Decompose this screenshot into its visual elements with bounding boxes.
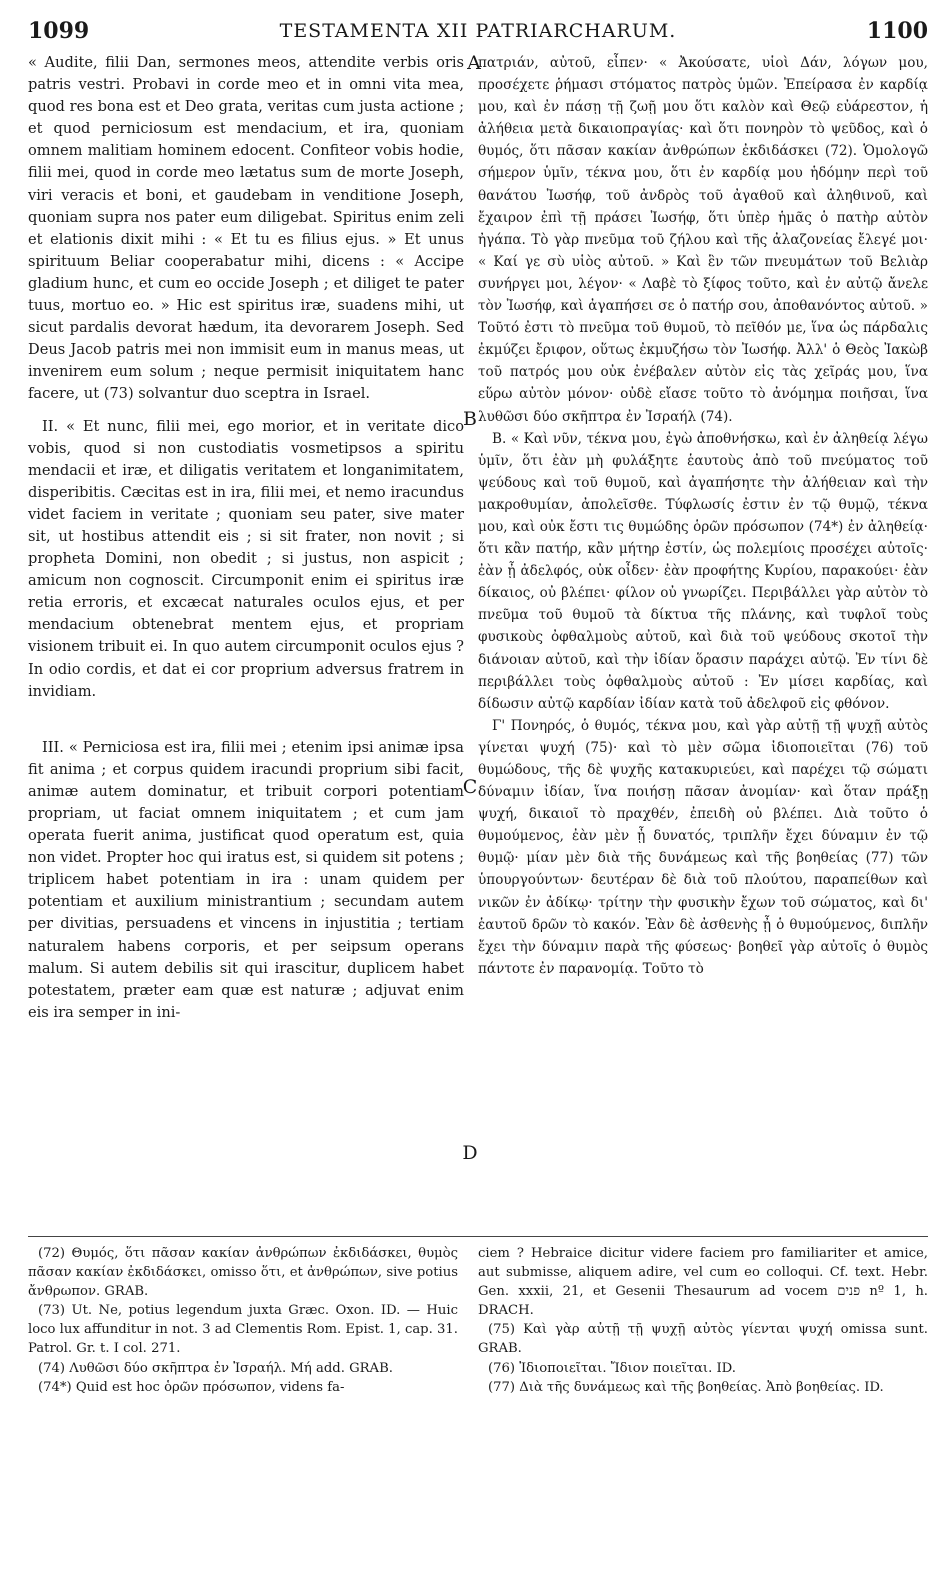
footnote-74: (74) Λυθῶσι δύο σκῆπτρα ἐν Ἰσραήλ. Μή add. GRAB. [38, 1360, 393, 1376]
footnote-77: (77) Διὰ τῆς δυνάμεως καὶ τῆς βοηθείας. Ἀπὸ βοηθείας. ID. [488, 1379, 884, 1395]
footnotes-left [28, 1244, 458, 1397]
greek-paragraph-1: πατριάν, αὐτοῦ, εἶπεν· « Ἀκούσατε, υἱοὶ Δάν, λόγων μου, προσέχετε ῥήμασι στόματος πατρὸς ὑμῶν. Ἐπείρασα ἐν καρδίᾳ μου, καὶ ἐν πάσῃ τῇ ζωῇ μου ὅτι καλὸν καὶ Θεῷ εὐάρεστον, ἡ ἀλήθεια μετὰ δικαιοπραγίας· καὶ ὅτι πονηρὸν τὸ ψεῦδος, καὶ ὁ θυμός, ὅτι πᾶσαν κακίαν ἀνθρώπων ἐκδιδάσκει (72). Ὁμολογῶ σήμερον ὑμῖν, τέκνα μου, ὅτι ἐν καρδίᾳ μου ἡδόμην περὶ τοῦ θανάτου Ἰωσήφ, τοῦ ἀνδρὸς τοῦ ἀγαθοῦ καὶ ἀληθινοῦ, καὶ ἔχαιρον ἐπὶ τῇ πράσει Ἰωσήφ, ὅτι ὑπὲρ ἡμᾶς ὁ πατὴρ αὐτὸν ἠγάπα. Τὸ γὰρ πνεῦμα τοῦ ζήλου καὶ τῆς ἀλαζονείας ἔλεγέ μοι· « Καί γε σὺ υἱὸς αὐτοῦ. » Καὶ ἓν τῶν πνευμάτων τοῦ Βελιὰρ συνήργει μοι, λέγον· « Λαβὲ τὸ ξίφος τοῦτο, καὶ ἐν αὐτῷ ἄνελε τὸν Ἰωσήφ, καὶ ἀγαπήσει σε ὁ πατήρ σου, ἀποθανόντος αὐτοῦ. » Τοῦτό ἐστι τὸ πνεῦμα τοῦ θυμοῦ, τὸ πεῖθόν με, ἵνα ὡς πάρδαλις ἐκμύζει ἔριφον, οὕτως ἐκμυζήσω τὸν Ἰωσήφ. Ἀλλ' ὁ Θεὸς Ἰακὼβ τοῦ πατρός μου οὐκ ἐνέβαλεν αὐτὸν εἰς τὰς χεῖράς μου, ἵνα εὕρω αὐτὸν μόνον· οὐδὲ εἴασε τοῦτο τὸ ἀνόμημα ποιῆσαι, ἵνα λυθῶσι δύο σκῆπτρα ἐν Ἰσραήλ (74). [478, 55, 928, 425]
latin-column [28, 52, 464, 1024]
left-page-number: 1099 [28, 18, 90, 44]
footnote-76: (76) Ἰδιοποιεῖται. Ἴδιον ποιεῖται. ID. [488, 1360, 736, 1376]
running-title: TESTAMENTA XII PATRIARCHARUM. [279, 20, 677, 42]
footnote-74-star: (74*) Quid est hoc ὁρῶν πρόσωπον, videns fa- [38, 1379, 345, 1395]
section-marker-c: C [462, 776, 478, 798]
footnote-74-star-continued: ciem ? Hebraice dicitur videre faciem pro familiariter et amice, aut submisse, aliquem adire, vel cum eo colloqui. Cf. text. Hebr. Gen. xxxii, 21, et Gesenii Thesaurum ad vocem פנים nº 1, h. DRACH. [478, 1246, 928, 1319]
footnote-75: (75) Καὶ γὰρ αὐτῇ τῇ ψυχῇ αὐτὸς γίενται ψυχή omissa sunt. GRAB. [478, 1322, 928, 1357]
footnote-72: (72) Θυμός, ὅτι πᾶσαν κακίαν ἀνθρώπων ἐκδιδάσκει, θυμὸς πᾶσαν κακίαν ἐκδιδάσκει, omisso ὅτι, et ἀνθρώπων, sive potius ἄνθρωπον. GRAB. [28, 1246, 458, 1300]
latin-paragraph-2: II. « Et nunc, filii mei, ego morior, et in veritate dico vobis, quod si non custodiatis vosmetipsos a spiritu mendacii et iræ, et diligatis veritatem et longanimitatem, disperibitis. Cæcitas est in ira, filii mei, et nemo iracundus videt faciem in veritate ; quoniam seu pater, sive mater sit, ut hostibus attendit eis ; si sit frater, non novit ; si propheta Domini, non obedit ; si justus, non aspicit ; amicum non cognoscit. Circumponit enim ei spiritus iræ retia erroris, et excæcat naturales oculos ejus, et per mendacium obtenebrat mentem ejus, et propriam visionem tribuit ei. In quo autem circumponit oculos ejus ? In odio cordis, et dat ei cor proprium adversus fratrem in invidiam. [28, 417, 464, 700]
latin-paragraph-1: « Audite, filii Dan, sermones meos, attendite verbis oris patris vestri. Probavi in corde meo et in omni vita mea, quod res bona est et Deo grata, veritas cum justa actione ; et quod perniciosum est mendacium, et ira, quoniam omnem malitiam hominem edocent. Confiteor vobis hodie, filii mei, quod in corde meo lætatus sum de morte Joseph, viri veracis et boni, et gaudebam in venditione Joseph, quoniam supra nos pater eum diligebat. Spiritus enim zeli et elationis dixit mihi : « Et tu es filius ejus. » Et unus spirituum Beliar cooperabatur mihi, dicens : « Accipe gladium hunc, et cum eo occide Joseph ; et diliget te pater tuus, mortuo eo. » Hic est spiritus iræ, suadens mihi, ut sicut pardalis devorat hædum, ita devorarem Joseph. Sed Deus Jacob patris mei non immisit eum in manus meas, ut invenirem eum solum ; neque permisit iniquitatem hanc facere, ut (73) solvantur duo sceptra in Israel. [28, 54, 464, 403]
latin-paragraph-3: III. « Perniciosa est ira, filii mei ; etenim ipsi animæ ipsa fit anima ; et corpus quidem iracundi proprium sibi facit, animæ autem dominatur, et tribuit corpori potentiam propriam, ut faciat omnem iniquitatem ; et cum jam operata fuerit anima, justificat quod operatum est, quia non videt. Propter hoc qui iratus est, si quidem sit potens ; triplicem habet potentiam in ira : unam quidem per potentiam et auxilium ministrantium ; secundam autem per divitias, persuadens et vincens in injustitia ; tertiam naturalem habens corporis, et per seipsum operans malum. Si autem debilis sit qui irascitur, duplicem habet potestatem, præter eam quæ est naturæ ; adjuvat enim eis ira semper in ini- [28, 738, 464, 1021]
section-marker-d: D [462, 1142, 478, 1164]
section-marker-b: B [463, 408, 477, 430]
greek-column [478, 52, 928, 980]
greek-paragraph-2: Β. « Καὶ νῦν, τέκνα μου, ἐγὼ ἀποθνήσκω, καὶ ἐν ἀληθείᾳ λέγω ὑμῖν, ὅτι ἐὰν μὴ φυλάξητε ἑαυτοὺς ἀπὸ τοῦ πνεύματος τοῦ ψεύδους καὶ τοῦ θυμοῦ, καὶ ἀγαπήσητε τὴν ἀλήθειαν καὶ τὴν μακροθυμίαν, ἀπολεῖσθε. Τύφλωσίς ἐστιν ἐν τῷ θυμῷ, τέκνα μου, καὶ οὐκ ἔστι τις θυμώδης ὁρῶν πρόσωπον (74*) ἐν ἀληθείᾳ· ὅτι κἂν πατήρ, κἂν μήτηρ ἐστίν, ὡς πολεμίοις προσέχει αὐτοῖς· ἐὰν ᾖ ἀδελφός, οὐκ οἶδεν· ἐὰν προφήτης Κυρίου, παρακούει· ἐὰν δίκαιος, οὐ βλέπει· φίλον οὐ γνωρίζει. Περιβάλλει γὰρ αὐτὸν τὸ πνεῦμα τοῦ θυμοῦ τὰ δίκτυα τῆς πλάνης, καὶ τυφλοῖ τοὺς φυσικοὺς ὀφθαλμοὺς αὐτοῦ, καὶ διὰ τοῦ ψεύδους σκοτοῖ τὴν διάνοιαν αὐτοῦ, καὶ τὴν ἰδίαν ὅρασιν παράχει αὐτῷ. Ἐν τίνι δὲ περιβάλλει τοὺς ὀφθαλμοὺς αὐτοῦ : Ἐν μίσει καρδίας, καὶ δίδωσιν αὐτῷ καρδίαν ἰδίαν κατὰ τοῦ ἀδελφοῦ εἰς φθόνον. [478, 430, 928, 712]
section-marker-a: A [467, 52, 481, 74]
footnote-73: (73) Ut. Ne, potius legendum juxta Græc. Oxon. ID. — Huic loco lux affunditur in not. 3 ad Clementis Rom. Epist. 1, cap. 31. Patrol. Gr. t. I col. 271. [28, 1303, 458, 1357]
page-header [28, 18, 928, 48]
footnotes-right [478, 1244, 928, 1397]
greek-paragraph-3: Γ' Πονηρός, ὁ θυμός, τέκνα μου, καὶ γὰρ αὐτῇ τῇ ψυχῇ αὐτὸς γίνεται ψυχή (75)· καὶ τὸ μὲν σῶμα ἰδιοποιεῖται (76) τοῦ θυμώδους, τῆς δὲ ψυχῆς κατακυριεύει, καὶ παρέχει τῷ σώματι δύναμιν ἰδίαν, ἵνα ποιήσῃ πᾶσαν ἀνομίαν· καὶ ὅταν πράξῃ ψυχή, δικαιοῖ τὸ πραχθέν, ἐπειδὴ οὐ βλέπει. Διὰ τοῦτο ὁ θυμούμενος, ἐὰν μὲν ᾖ δυνατός, τριπλῆν ἔχει δύναμιν ἐν τῷ θυμῷ· μίαν μὲν διὰ τῆς δυνάμεως καὶ τῆς βοηθείας (77) τῶν ὑπουργούντων· δευτέραν δὲ διὰ τοῦ πλούτου, παραπείθων καὶ νικῶν ἐν ἀδίκῳ· τρίτην τὴν φυσικὴν ἔχων τοῦ σώματος, καὶ δι' ἑαυτοῦ δρῶν τὸ κακόν. Ἐὰν δὲ ἀσθενὴς ᾖ ὁ θυμούμενος, διπλῆν ἔχει τὴν δύναμιν παρὰ τῆς φύσεως· βοηθεῖ γὰρ αὐτοῖς ὁ θυμὸς πάντοτε ἐν παρανομίᾳ. Τοῦτο τὸ [478, 717, 928, 977]
right-page-number: 1100 [866, 18, 928, 44]
footnote-rule [28, 1236, 928, 1237]
